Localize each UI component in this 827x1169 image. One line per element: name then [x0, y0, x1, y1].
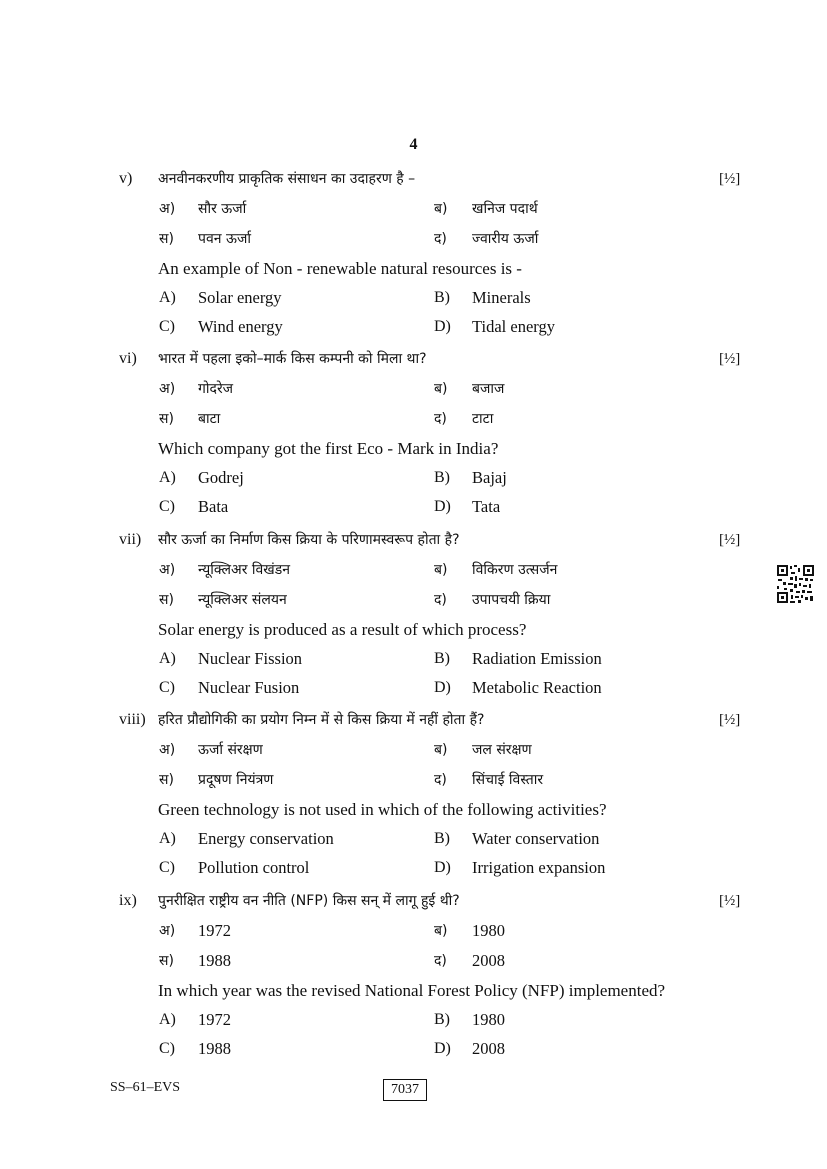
option-label: B)	[434, 650, 450, 667]
question-text-hindi: सौर ऊर्जा का निर्माण किस क्रिया के परिणामस्वरूप होता है?	[158, 532, 460, 548]
option-label: D)	[434, 1040, 451, 1057]
option-text: Tidal energy	[472, 317, 555, 336]
option-text: खनिज पदार्थ	[472, 201, 538, 217]
option-label: द)	[434, 953, 447, 969]
option-text: Nuclear Fusion	[198, 678, 300, 697]
option-label: अ)	[159, 562, 176, 578]
option-label: ब)	[434, 381, 448, 397]
option-label: ब)	[434, 201, 448, 217]
option-text: 1980	[472, 1010, 505, 1029]
option-text: Irrigation expansion	[472, 858, 606, 877]
option-label: C)	[159, 1040, 175, 1057]
option-text: न्यूक्लिअर संलयन	[198, 592, 287, 608]
option-label: स)	[159, 592, 174, 608]
option-text: उपापचयी क्रिया	[472, 592, 551, 608]
option-text: 1988	[198, 1039, 231, 1058]
option-text: 1972	[198, 921, 231, 940]
question-text-english: An example of Non - renewable natural resources is -	[158, 259, 522, 278]
question-text-hindi: हरित प्रौद्योगिकी का प्रयोग निम्न में से किस क्रिया में नहीं होता हैं?	[158, 712, 485, 728]
option-label: अ)	[159, 201, 176, 217]
option-text: ज्वारीय ऊर्जा	[472, 231, 539, 247]
question-number: v)	[119, 170, 133, 187]
question-number: vii)	[119, 531, 142, 548]
option-label: स)	[159, 953, 174, 969]
option-text: पवन ऊर्जा	[198, 231, 251, 247]
question-text-hindi: भारत में पहला इको–मार्क किस कम्पनी को मिला था?	[158, 351, 427, 367]
option-label: A)	[159, 469, 176, 486]
option-label: स)	[159, 772, 174, 788]
option-label: D)	[434, 679, 451, 696]
option-text: 1980	[472, 921, 505, 940]
option-text: Nuclear Fission	[198, 649, 303, 668]
option-label: C)	[159, 859, 175, 876]
option-text: Water conservation	[472, 829, 600, 848]
option-label: द)	[434, 411, 447, 427]
page-number: 4	[409, 136, 418, 153]
option-label: A)	[159, 650, 176, 667]
option-text: Radiation Emission	[472, 649, 602, 668]
option-label: B)	[434, 1011, 450, 1028]
option-label: स)	[159, 411, 174, 427]
option-text: Energy conservation	[198, 829, 334, 848]
option-text: प्रदूषण नियंत्रण	[198, 772, 274, 788]
marks-label: [½]	[719, 171, 741, 187]
option-label: ब)	[434, 562, 448, 578]
qr-code-icon	[776, 564, 815, 604]
option-text: 1972	[198, 1010, 231, 1029]
option-label: अ)	[159, 381, 176, 397]
option-text: न्यूक्लिअर विखंडन	[198, 562, 290, 578]
option-label: B)	[434, 469, 450, 486]
option-label: C)	[159, 318, 175, 335]
option-text: Minerals	[472, 288, 531, 307]
option-label: D)	[434, 859, 451, 876]
option-text: Bata	[198, 497, 229, 516]
option-text: Tata	[472, 497, 501, 516]
option-label: C)	[159, 498, 175, 515]
option-text: Wind energy	[198, 317, 283, 336]
option-label: A)	[159, 1011, 176, 1028]
option-label: D)	[434, 318, 451, 335]
marks-label: [½]	[719, 893, 741, 909]
question-text-hindi: अनवीनकरणीय प्राकृतिक संसाधन का उदाहरण है –	[158, 171, 416, 187]
option-label: द)	[434, 231, 447, 247]
option-label: A)	[159, 830, 176, 847]
option-text: सौर ऊर्जा	[198, 201, 247, 217]
option-label: C)	[159, 679, 175, 696]
paper-code: SS–61–EVS	[110, 1080, 181, 1095]
option-text: Metabolic Reaction	[472, 678, 602, 697]
option-text: 1988	[198, 951, 231, 970]
option-text: 2008	[472, 951, 505, 970]
option-label: ब)	[434, 923, 448, 939]
question-text-english: Which company got the first Eco - Mark in India?	[158, 439, 499, 458]
marks-label: [½]	[719, 712, 741, 728]
question-number: viii)	[119, 711, 146, 728]
option-text: ऊर्जा संरक्षण	[198, 742, 263, 758]
option-text: बजाज	[472, 381, 505, 397]
question-text-english: In which year was the revised National Forest Policy (NFP) implemented?	[158, 981, 666, 1000]
marks-label: [½]	[719, 532, 741, 548]
option-text: बाटा	[198, 411, 221, 427]
option-text: Solar energy	[198, 288, 282, 307]
question-text-hindi: पुनरीक्षित राष्ट्रीय वन नीति (NFP) किस सन् में लागू हुई थी?	[158, 893, 460, 909]
option-text: विकिरण उत्सर्जन	[472, 562, 558, 578]
option-label: द)	[434, 772, 447, 788]
option-label: D)	[434, 498, 451, 515]
option-label: स)	[159, 231, 174, 247]
marks-label: [½]	[719, 351, 741, 367]
option-text: सिंचाई विस्तार	[472, 772, 544, 788]
option-text: गोदरेज	[198, 381, 234, 397]
option-text: Pollution control	[198, 858, 310, 877]
option-label: B)	[434, 830, 450, 847]
question-number: ix)	[119, 892, 137, 909]
option-label: द)	[434, 592, 447, 608]
option-label: ब)	[434, 742, 448, 758]
question-text-english: Green technology is not used in which of the following activities?	[158, 800, 607, 819]
option-text: जल संरक्षण	[472, 742, 532, 758]
question-text-english: Solar energy is produced as a result of which process?	[158, 620, 527, 639]
option-text: Bajaj	[472, 468, 507, 487]
question-number: vi)	[119, 350, 137, 367]
option-text: Godrej	[198, 468, 244, 487]
paper-number-box: 7037	[383, 1079, 427, 1101]
option-label: A)	[159, 289, 176, 306]
option-text: 2008	[472, 1039, 505, 1058]
option-text: टाटा	[472, 411, 494, 427]
option-label: B)	[434, 289, 450, 306]
option-label: अ)	[159, 923, 176, 939]
option-label: अ)	[159, 742, 176, 758]
